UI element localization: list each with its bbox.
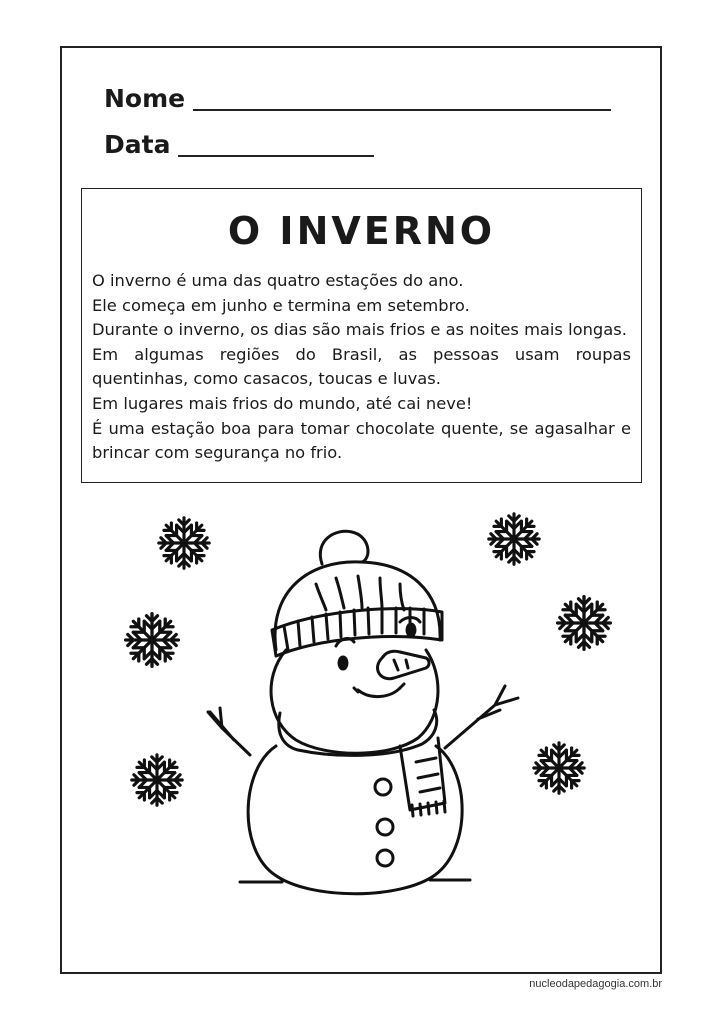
name-blank-line[interactable] bbox=[193, 87, 611, 111]
paragraph: O inverno é uma das quatro estações do ano. bbox=[92, 271, 464, 290]
snowflake-icon bbox=[489, 514, 539, 564]
paragraph: Em algumas regiões do Brasil, as pessoas usam roupas quentinhas, como casacos, toucas e luvas. bbox=[92, 344, 631, 389]
article-title: O INVERNO bbox=[227, 209, 496, 253]
snowman-body bbox=[248, 746, 462, 894]
paragraph: Durante o inverno, os dias são mais frios e as noites mais longas. bbox=[92, 320, 627, 340]
date-field bbox=[104, 132, 374, 157]
snowman-illustration bbox=[100, 500, 620, 910]
snowflake-icon bbox=[558, 597, 611, 650]
button bbox=[377, 819, 393, 835]
date-blank-line[interactable] bbox=[178, 133, 374, 157]
left-arm bbox=[208, 712, 250, 755]
footer-credit: nucleodapedagogia.com.br bbox=[529, 978, 662, 990]
snowflake-icon bbox=[126, 614, 179, 667]
button bbox=[377, 850, 393, 866]
snowflake-icon bbox=[132, 755, 182, 805]
paragraph: Em lugares mais frios do mundo, até cai neve! bbox=[92, 393, 473, 413]
snowman-head bbox=[271, 650, 438, 753]
name-field bbox=[104, 86, 611, 111]
reading-text-box bbox=[81, 188, 642, 483]
article-body bbox=[92, 269, 631, 466]
date-label: Data bbox=[104, 130, 171, 159]
smile bbox=[358, 688, 400, 697]
right-eye bbox=[407, 624, 415, 636]
left-eye bbox=[339, 657, 347, 669]
paragraph: É uma estação boa para tomar chocolate quente, se agasalhar e brincar com segurança no frio. bbox=[92, 418, 631, 463]
paragraph: Ele começa em junho e termina em setembro. bbox=[92, 295, 470, 315]
right-arm bbox=[445, 686, 518, 748]
pompom bbox=[320, 531, 368, 564]
carrot-nose bbox=[378, 651, 429, 678]
snowflake-icon bbox=[159, 518, 209, 568]
snowflake-icon bbox=[534, 743, 584, 793]
button bbox=[375, 779, 391, 795]
name-label: Nome bbox=[104, 84, 186, 113]
scarf bbox=[279, 710, 437, 755]
